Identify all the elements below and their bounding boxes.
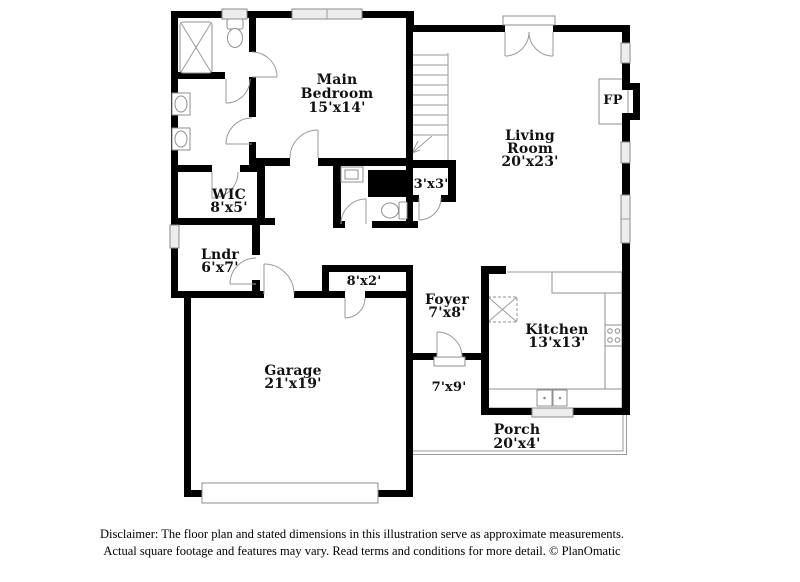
room-dims-laundry: 6'x7': [201, 260, 239, 276]
fireplace-label: FP: [603, 93, 623, 108]
walls: [171, 11, 640, 497]
vanity-door: [226, 79, 250, 103]
room-label-porch: Porch: [493, 422, 541, 438]
closet-3x3-door: [419, 198, 441, 220]
room-label-wic: WIC: [211, 187, 247, 203]
room-dims-closet-3x3: 3'x3': [413, 177, 449, 192]
toilet-master: [227, 19, 243, 48]
shower: [180, 22, 212, 73]
stairs: [412, 53, 448, 163]
room-dims-garage: 21'x19': [264, 376, 322, 392]
room-label-kitchen: Kitchen: [525, 322, 589, 338]
room-dims-foyer: 7'x8': [428, 305, 466, 321]
vanity-sink-2: [172, 128, 190, 150]
water-closet-door: [252, 52, 277, 77]
room-dims-living-room: 20'x23': [501, 154, 559, 170]
half-bath-sink: [341, 167, 363, 182]
pantry-cabinet: [488, 297, 517, 322]
room-dims-main-bedroom: 15'x14': [308, 100, 366, 116]
room-label-laundry: Lndr: [201, 247, 239, 263]
disclaimer-line-1: Disclaimer: The floor plan and stated dimensions in this illustration serve as approximate measurements.: [100, 527, 624, 541]
vanity-sink-1: [172, 93, 190, 115]
bedroom-door: [290, 130, 318, 158]
garage-door: [202, 483, 378, 503]
toilet-half-bath: [382, 202, 408, 219]
room-dims-wic: 8'x5': [210, 200, 248, 216]
room-dims-porch: 20'x4': [493, 436, 541, 452]
closet-8x2-door: [345, 298, 365, 318]
master-bath-door: [226, 118, 252, 144]
room-label-main-bedroom-2: Bedroom: [300, 86, 374, 102]
disclaimer-line-2: Actual square footage and features may vary. Read terms and conditions for more detail. © PlanOmatic: [103, 544, 621, 558]
room-dims-entry-7x9: 7'x9': [431, 380, 467, 395]
room-label-living-room: Living: [505, 128, 555, 144]
room-label-foyer: Foyer: [425, 292, 469, 308]
front-door: [434, 332, 465, 366]
room-dims-closet-8x2: 8'x2': [346, 274, 382, 289]
kitchen-sink: [537, 390, 567, 406]
room-label-main-bedroom: Main: [316, 72, 358, 88]
room-label-garage: Garage: [264, 363, 322, 379]
garage-entry-door: [264, 264, 294, 294]
half-bath-door: [341, 199, 366, 224]
stove: [605, 325, 622, 346]
french-doors: [503, 16, 555, 56]
room-label-living-room-2: Room: [507, 141, 553, 157]
room-dims-kitchen: 13'x13': [528, 335, 586, 351]
